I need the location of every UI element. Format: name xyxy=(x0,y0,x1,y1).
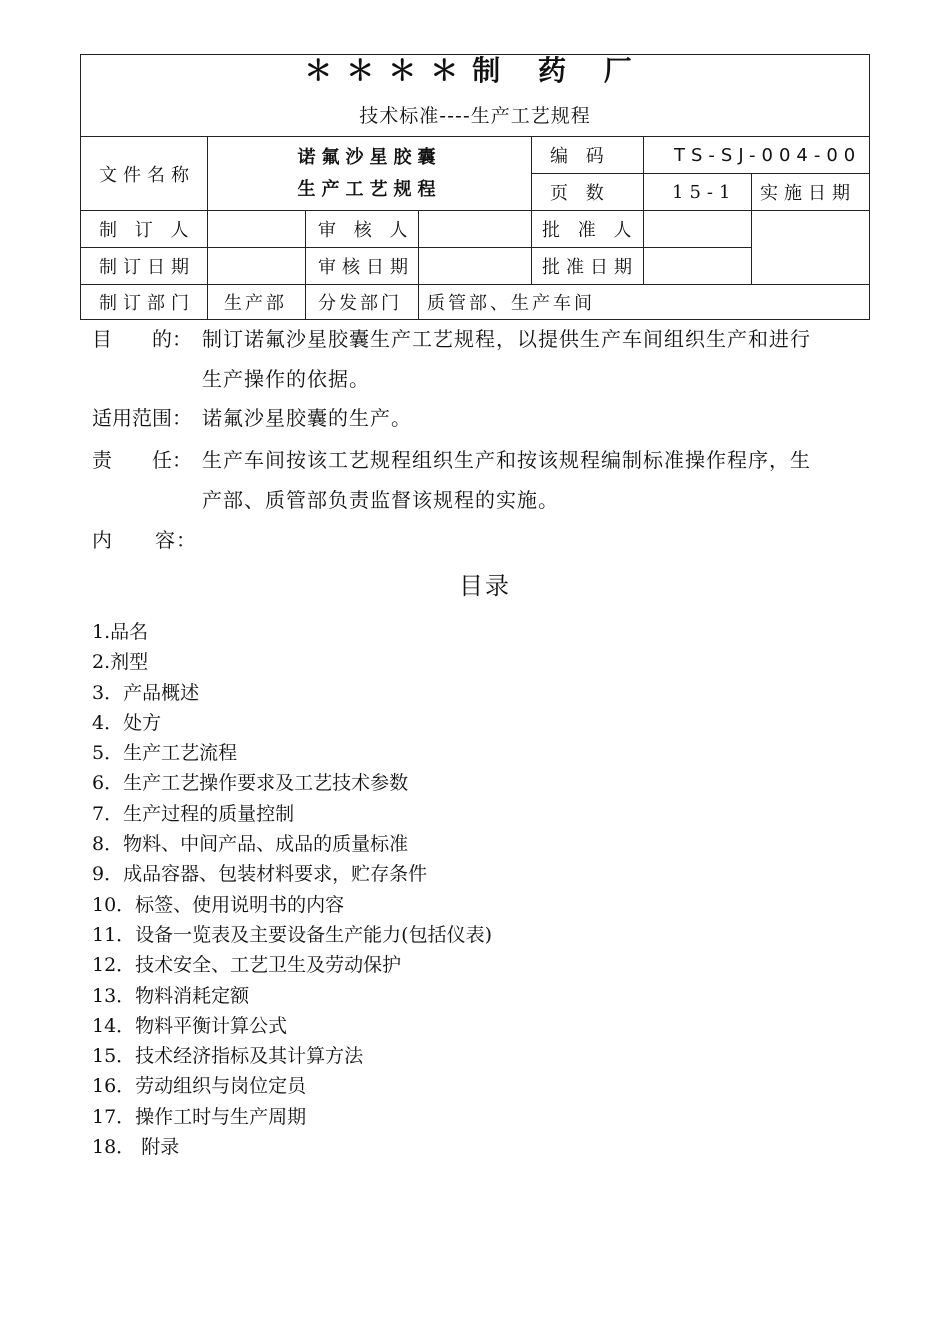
table-of-contents xyxy=(92,617,492,1162)
toc-item: 10．标签、使用说明书的内容 xyxy=(92,893,345,916)
document-subtitle: 技术标准----生产工艺规程 xyxy=(359,105,591,127)
reviewer-label: 审 核 人 xyxy=(306,211,419,248)
scope-label: 适用范围： xyxy=(92,406,192,430)
toc-item: 3．产品概述 xyxy=(92,681,200,704)
approver-value xyxy=(644,211,752,248)
toc-item: 18． 附录 xyxy=(92,1136,180,1159)
doc-name-line1: 诺氟沙星胶囊 xyxy=(297,146,442,168)
code-value: TS-SJ-004-00 xyxy=(644,137,870,174)
responsibility-label: 责 任： xyxy=(92,448,192,472)
toc-item: 14．物料平衡计算公式 xyxy=(92,1014,288,1037)
toc-item: 4．处方 xyxy=(92,711,162,734)
purpose-line2: 生产操作的依据。 xyxy=(202,367,370,391)
toc-item: 2.剂型 xyxy=(92,651,149,674)
responsibility-line1: 生产车间按该工艺规程组织生产和按该规程编制标准操作程序，生 xyxy=(202,448,811,472)
responsibility-line2: 产部、质管部负责监督该规程的实施。 xyxy=(202,488,559,512)
document-header-table xyxy=(80,54,870,320)
toc-item: 7．生产过程的质量控制 xyxy=(92,802,295,825)
toc-item: 16．劳动组织与岗位定员 xyxy=(92,1075,307,1098)
content-section xyxy=(92,520,872,560)
review-date-value xyxy=(419,248,532,285)
toc-item: 1.品名 xyxy=(92,621,149,643)
toc-item: 15．技术经济指标及其计算方法 xyxy=(92,1045,364,1068)
pages-label: 页 数 xyxy=(532,174,644,211)
purpose-line1: 制订诺氟沙星胶囊生产工艺规程，以提供生产车间组织生产和进行 xyxy=(202,327,811,351)
approve-date-value xyxy=(644,248,752,285)
toc-item: 6．生产工艺操作要求及工艺技术参数 xyxy=(92,772,409,795)
dist-dept-label: 分发部门 xyxy=(306,285,419,320)
purpose-label: 目 的： xyxy=(92,327,192,351)
title-cell xyxy=(81,55,870,137)
doc-name-label: 文件名称 xyxy=(81,137,208,211)
purpose-section xyxy=(92,319,872,399)
toc-item: 9．成品容器、包装材料要求，贮存条件 xyxy=(92,863,428,886)
draft-dept-label: 制订部门 xyxy=(81,285,208,320)
scope-text: 诺氟沙星胶囊的生产。 xyxy=(202,406,412,430)
draft-dept-value: 生产部 xyxy=(208,285,306,320)
scope-section xyxy=(92,398,872,438)
toc-item: 17．操作工时与生产周期 xyxy=(92,1105,307,1128)
pages-value: 15-1 xyxy=(644,174,752,211)
drafter-label: 制 订 人 xyxy=(81,211,208,248)
effective-date-value xyxy=(752,211,870,285)
toc-item: 8．物料、中间产品、成品的质量标准 xyxy=(92,833,409,856)
doc-name-line2: 生产工艺规程 xyxy=(297,178,442,200)
dist-dept-value: 质管部、生产车间 xyxy=(419,285,870,320)
doc-name-cell xyxy=(208,137,532,211)
effective-date-label: 实施日期 xyxy=(752,174,870,211)
content-label: 内 容： xyxy=(92,528,197,552)
draft-date-label: 制订日期 xyxy=(81,248,208,285)
toc-item: 12．技术安全、工艺卫生及劳动保护 xyxy=(92,954,402,977)
toc-item: 11．设备一览表及主要设备生产能力(包括仪表) xyxy=(92,923,493,946)
reviewer-value xyxy=(419,211,532,248)
approver-label: 批 准 人 xyxy=(532,211,644,248)
factory-name: ＊＊＊＊制 药 厂 xyxy=(304,54,646,87)
code-label: 编 码 xyxy=(532,137,644,174)
toc-title: 目录 xyxy=(459,572,511,600)
approve-date-label: 批准日期 xyxy=(532,248,644,285)
draft-date-value xyxy=(208,248,306,285)
review-date-label: 审核日期 xyxy=(306,248,419,285)
responsibility-section xyxy=(92,440,872,520)
drafter-value xyxy=(208,211,306,248)
toc-item: 5．生产工艺流程 xyxy=(92,742,238,765)
toc-item: 13．物料消耗定额 xyxy=(92,984,250,1007)
